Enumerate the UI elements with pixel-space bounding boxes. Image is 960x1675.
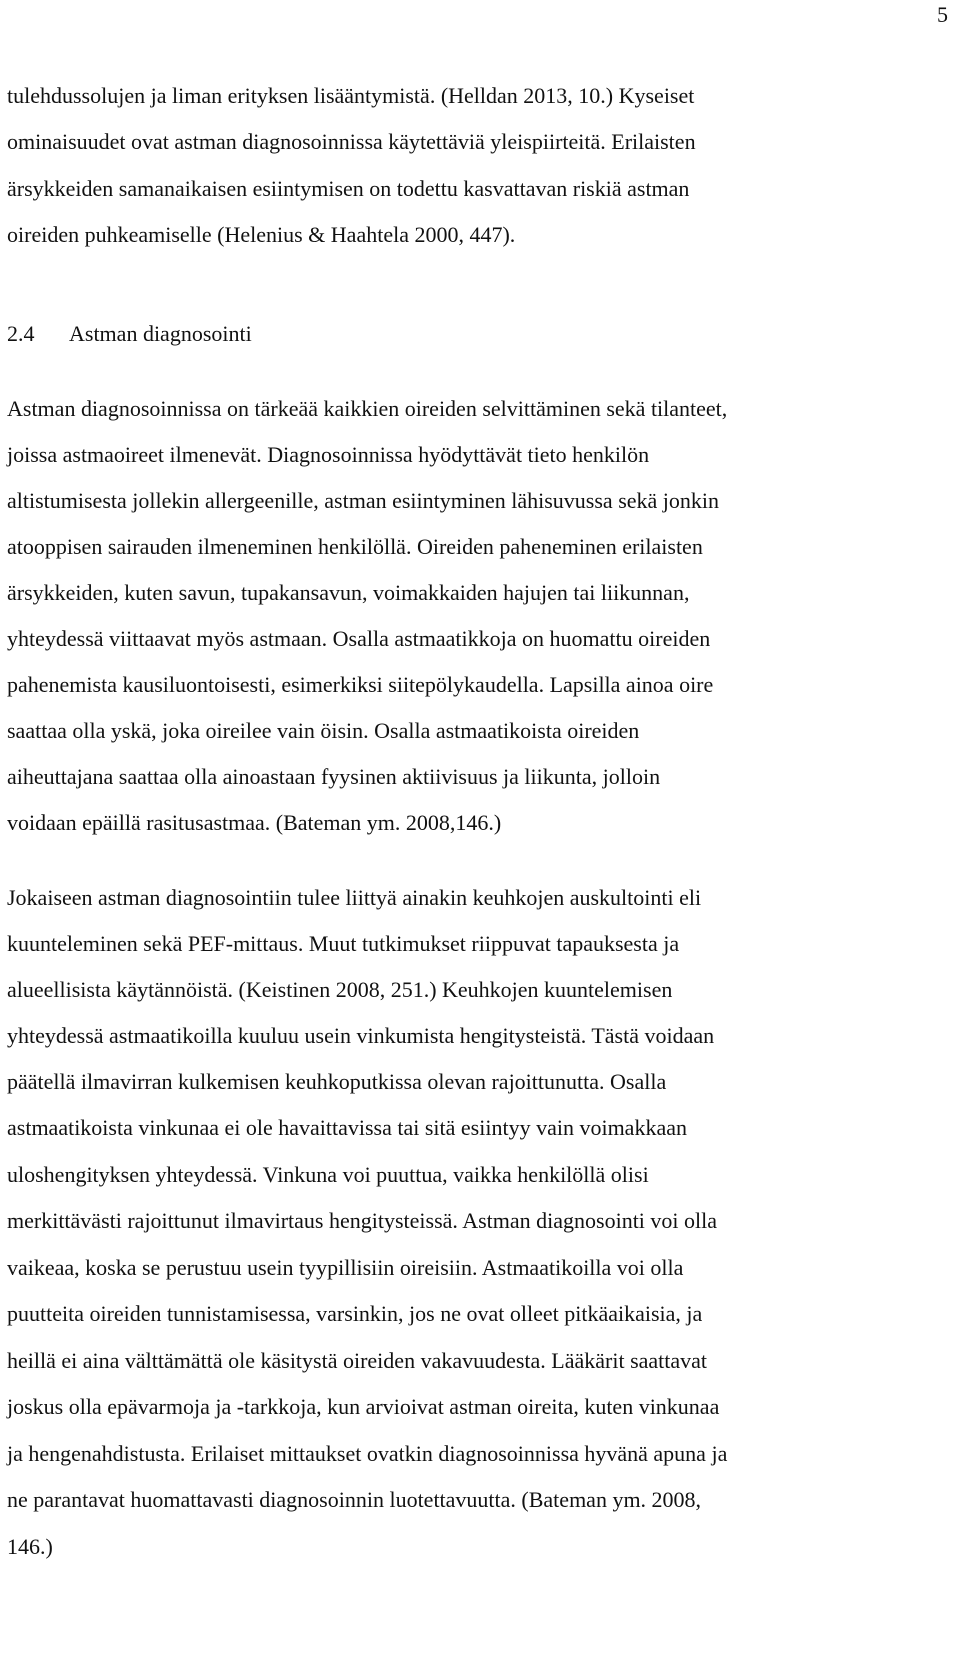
text-line: voidaan epäillä rasitusastmaa. (Bateman ym. 2008,146.) [7,810,502,835]
text-line: ärsykkeiden, kuten savun, tupakansavun, voimakkaiden hajujen tai liikunnan, [7,580,690,605]
text-line: ominaisuudet ovat astman diagnosoinnissa käytettäviä yleispiirteitä. Erilaisten [7,129,696,154]
text-line: Astman diagnosoinnissa on tärkeää kaikkien oireiden selvittäminen sekä tilanteet, [7,396,728,421]
text-line: saattaa olla yskä, joka oireilee vain öisin. Osalla astmaatikoista oireiden [7,718,640,743]
text-line: ja hengenahdistusta. Erilaiset mittaukset ovatkin diagnosoinnissa hyvänä apuna ja [7,1441,728,1466]
section-heading [7,321,252,347]
text-line: yhteydessä astmaatikoilla kuuluu usein vinkumista hengitysteistä. Tästä voidaan [7,1023,715,1048]
text-line: aiheuttajana saattaa olla ainoastaan fyysinen aktiivisuus ja liikunta, jolloin [7,764,661,789]
section-title: Astman diagnosointi [69,321,252,346]
text-line: uloshengityksen yhteydessä. Vinkuna voi puuttua, vaikka henkilöllä olisi [7,1162,649,1187]
text-line: ärsykkeiden samanaikaisen esiintymisen on todettu kasvattavan riskiä astman [7,176,690,201]
text-line: ne parantavat huomattavasti diagnosoinnin luotettavuutta. (Bateman ym. 2008, [7,1487,702,1512]
text-line: joskus olla epävarmoja ja -tarkkoja, kun arvioivat astman oireita, kuten vinkunaa [7,1394,720,1419]
section-number: 2.4 [7,321,35,346]
text-line: Jokaiseen astman diagnosointiin tulee liittyä ainakin keuhkojen auskultointi eli [7,885,702,910]
text-line: pahenemista kausiluontoisesti, esimerkiksi siitepölykaudella. Lapsilla ainoa oire [7,672,714,697]
text-line: 146.) [7,1534,53,1559]
text-line: heillä ei aina välttämättä ole käsitystä oireiden vakavuudesta. Lääkärit saattavat [7,1348,708,1373]
text-line: yhteydessä viittaavat myös astmaan. Osalla astmaatikkoja on huomattu oireiden [7,626,711,651]
text-line: joissa astmaoireet ilmenevät. Diagnosoinnissa hyödyttävät tieto henkilön [7,442,650,467]
text-line: merkittävästi rajoittunut ilmavirtaus hengitysteissä. Astman diagnosointi voi olla [7,1208,718,1233]
text-line: altistumisesta jollekin allergeenille, astman esiintyminen lähisuvussa sekä jonkin [7,488,720,513]
text-line: päätellä ilmavirran kulkemisen keuhkoputkissa olevan rajoittunutta. Osalla [7,1069,667,1094]
text-line: alueellisista käytännöistä. (Keistinen 2008, 251.) Keuhkojen kuuntelemisen [7,977,673,1002]
text-line: vaikeaa, koska se perustuu usein tyypillisiin oireisiin. Astmaatikoilla voi olla [7,1255,684,1280]
page-number: 5 [937,2,948,27]
text-line: astmaatikoista vinkunaa ei ole havaittavissa tai sitä esiintyy vain voimakkaan [7,1115,687,1140]
text-line: puutteita oireiden tunnistamisessa, varsinkin, jos ne ovat olleet pitkäaikaisia, ja [7,1301,703,1326]
text-line: tulehdussolujen ja liman erityksen lisääntymistä. (Helldan 2013, 10.) Kyseiset [7,83,695,108]
text-line: oireiden puhkeamiselle (Helenius & Haahtela 2000, 447). [7,222,516,247]
text-line: atooppisen sairauden ilmeneminen henkilöllä. Oireiden paheneminen erilaisten [7,534,703,559]
text-line: kuunteleminen sekä PEF-mittaus. Muut tutkimukset riippuvat tapauksesta ja [7,931,680,956]
